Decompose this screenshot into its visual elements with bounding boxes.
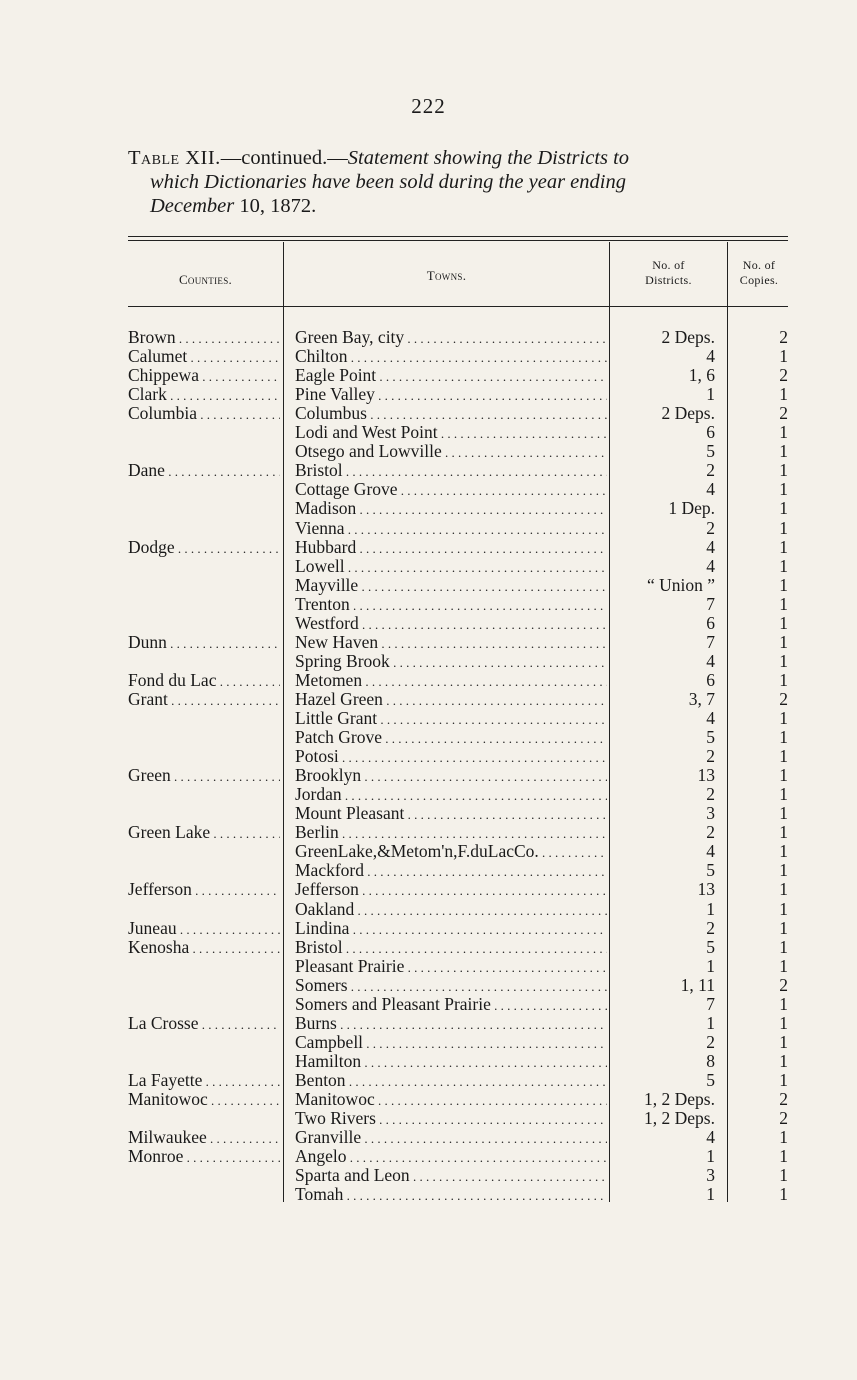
page-number: 222 xyxy=(411,94,446,118)
table-row xyxy=(128,442,790,461)
town-cell: Bristol . . . xyxy=(295,461,607,481)
header-districts xyxy=(610,258,727,288)
town-cell: Pleasant Prairie . . . xyxy=(295,957,607,977)
districts-cell: 2 xyxy=(706,518,715,538)
districts-cell: 13 xyxy=(697,880,715,900)
table-row xyxy=(128,995,790,1014)
header-copies-line-2: Copies. xyxy=(739,273,779,287)
districts-cell: 2 xyxy=(706,918,715,938)
town-cell: Spring Brook . . . xyxy=(295,652,607,672)
town-cell: Benton . . . xyxy=(295,1071,607,1091)
town-cell: Pine Valley . . . xyxy=(295,385,607,405)
table-row xyxy=(128,709,790,728)
districts-cell: “ Union ” xyxy=(646,575,715,595)
table-row xyxy=(128,1185,790,1204)
table-row xyxy=(128,557,790,576)
districts-cell: 2 xyxy=(706,1032,715,1052)
copies-cell: 2 xyxy=(779,404,788,424)
county-cell: Monroe . . . xyxy=(128,1147,280,1167)
copies-cell: 2 xyxy=(779,366,788,386)
town-cell: Patch Grove . . . xyxy=(295,728,607,748)
caption-lead: Table XII. xyxy=(128,147,221,169)
copies-cell: 1 xyxy=(779,461,788,481)
county-cell: Columbia . . . xyxy=(128,404,280,424)
districts-cell: 7 xyxy=(706,594,715,614)
town-cell: Burns . . . xyxy=(295,1014,607,1034)
table-row xyxy=(128,461,790,480)
header-counties: Counties. xyxy=(178,272,233,287)
districts-cell: 4 xyxy=(706,537,715,557)
copies-cell: 1 xyxy=(779,994,788,1014)
town-cell: Somers . . . xyxy=(295,976,607,996)
table-row xyxy=(128,919,790,938)
town-cell: Chilton . . . xyxy=(295,347,607,367)
town-cell: Brooklyn . . . xyxy=(295,766,607,786)
districts-cell: 5 xyxy=(706,1070,715,1090)
copies-cell: 1 xyxy=(779,861,788,881)
town-cell: Hamilton . . . xyxy=(295,1052,607,1072)
town-cell: Metomen . . . xyxy=(295,671,607,691)
table-row xyxy=(128,766,790,785)
table-row xyxy=(128,1014,790,1033)
town-cell: Madison . . . xyxy=(295,499,607,519)
copies-cell: 2 xyxy=(779,328,788,347)
town-cell: Columbus . . . xyxy=(295,404,607,424)
county-cell: Calumet . . . xyxy=(128,347,280,367)
table-row xyxy=(128,347,790,366)
town-cell: New Haven . . . xyxy=(295,633,607,653)
county-cell: Green Lake . . . xyxy=(128,823,280,843)
districts-cell: 3 xyxy=(706,804,715,824)
table-row xyxy=(128,366,790,385)
table-top-rule-2 xyxy=(128,240,788,241)
table-row xyxy=(128,976,790,995)
town-cell: Mackford . . . xyxy=(295,861,607,881)
table-row xyxy=(128,880,790,899)
county-cell: Juneau . . . xyxy=(128,919,280,939)
caption-line-2: which Dictionaries have been sold during the year ending xyxy=(150,171,626,193)
town-cell: Little Grant . . . xyxy=(295,709,607,729)
districts-cell: 1 Dep. xyxy=(668,499,715,519)
copies-cell: 1 xyxy=(779,880,788,900)
copies-cell: 1 xyxy=(779,804,788,824)
town-cell: Sparta and Leon . . . xyxy=(295,1166,607,1186)
table-top-rule xyxy=(128,236,788,237)
copies-cell: 1 xyxy=(779,347,788,367)
county-cell: La Fayette . . . xyxy=(128,1071,280,1091)
districts-cell: 8 xyxy=(706,1051,715,1071)
county-cell: Clark . . . xyxy=(128,385,280,405)
districts-cell: 5 xyxy=(706,728,715,748)
town-cell: Berlin . . . xyxy=(295,823,607,843)
table-row xyxy=(128,614,790,633)
town-cell: Jordan . . . xyxy=(295,785,607,805)
copies-cell: 1 xyxy=(779,594,788,614)
table-row xyxy=(128,728,790,747)
town-cell: Bristol . . . xyxy=(295,938,607,958)
copies-cell: 1 xyxy=(779,728,788,748)
districts-cell: 1 xyxy=(706,1185,715,1205)
county-cell: Dunn . . . xyxy=(128,633,280,653)
town-cell: Jefferson . . . xyxy=(295,880,607,900)
table-row xyxy=(128,633,790,652)
districts-cell: 5 xyxy=(706,442,715,462)
copies-cell: 1 xyxy=(779,1128,788,1148)
copies-cell: 1 xyxy=(779,937,788,957)
districts-cell: 1 xyxy=(706,1147,715,1167)
districts-cell: 4 xyxy=(706,709,715,728)
table-row xyxy=(128,385,790,404)
header-districts-line-2: Districts. xyxy=(645,273,692,287)
town-cell: Cottage Grove . . . xyxy=(295,480,607,500)
copies-cell: 1 xyxy=(779,709,788,728)
town-cell: Potosi . . . xyxy=(295,747,607,767)
copies-cell: 1 xyxy=(779,385,788,405)
table-row xyxy=(128,957,790,976)
table-row xyxy=(128,576,790,595)
town-cell: Vienna . . . xyxy=(295,519,607,539)
table-row xyxy=(128,423,790,442)
table-row xyxy=(128,671,790,690)
copies-cell: 1 xyxy=(779,956,788,976)
districts-cell: 1 xyxy=(706,1013,715,1033)
table-row xyxy=(128,804,790,823)
town-cell: Westford . . . xyxy=(295,614,607,634)
copies-cell: 1 xyxy=(779,423,788,443)
header-copies xyxy=(728,258,790,288)
copies-cell: 1 xyxy=(779,670,788,690)
caption-continued: —continued.— xyxy=(220,147,348,169)
copies-cell: 1 xyxy=(779,1147,788,1167)
districts-cell: 1 xyxy=(706,899,715,919)
county-cell: Chippewa . . . xyxy=(128,366,280,386)
table-row xyxy=(128,1033,790,1052)
districts-cell: 13 xyxy=(697,766,715,786)
header-bottom-rule xyxy=(128,306,788,307)
districts-cell: 4 xyxy=(706,1128,715,1148)
table-row xyxy=(128,1166,790,1185)
table-row xyxy=(128,328,790,347)
table-row xyxy=(128,823,790,842)
table-row xyxy=(128,690,790,709)
table-row xyxy=(128,480,790,499)
town-cell: Manitowoc . . . xyxy=(295,1090,607,1110)
county-cell: Dodge . . . xyxy=(128,538,280,558)
copies-cell: 1 xyxy=(779,899,788,919)
copies-cell: 1 xyxy=(779,785,788,805)
districts-cell: 7 xyxy=(706,994,715,1014)
town-cell: Campbell . . . xyxy=(295,1033,607,1053)
copies-cell: 1 xyxy=(779,766,788,786)
table-row xyxy=(128,519,790,538)
county-cell: La Crosse . . . xyxy=(128,1014,280,1034)
table-row xyxy=(128,1109,790,1128)
town-cell: GreenLake,&Metom'n,F.duLacCo. . . . xyxy=(295,842,607,862)
districts-cell: 6 xyxy=(706,613,715,633)
districts-cell: 5 xyxy=(706,861,715,881)
caption-line-3 xyxy=(128,194,788,218)
districts-cell: 6 xyxy=(706,670,715,690)
table-row xyxy=(128,1052,790,1071)
county-cell: Jefferson . . . xyxy=(128,880,280,900)
table-row xyxy=(128,595,790,614)
copies-cell: 2 xyxy=(779,975,788,995)
header-towns: Towns. xyxy=(426,268,467,283)
town-cell: Somers and Pleasant Prairie . . . xyxy=(295,995,607,1015)
districts-cell: 4 xyxy=(706,842,715,862)
districts-cell: 4 xyxy=(706,651,715,671)
county-cell: Brown . . . xyxy=(128,328,280,348)
districts-cell: 2 xyxy=(706,823,715,843)
districts-cell: 1, 2 Deps. xyxy=(644,1090,715,1109)
table-row xyxy=(128,842,790,861)
districts-cell: 6 xyxy=(706,423,715,443)
county-cell: Milwaukee . . . xyxy=(128,1128,280,1148)
town-cell: Tomah . . . xyxy=(295,1185,607,1205)
caption-date: 10, 1872. xyxy=(234,195,317,217)
districts-cell: 4 xyxy=(706,556,715,576)
districts-cell: 2 xyxy=(706,747,715,767)
header-districts-line-1: No. of xyxy=(652,258,685,272)
table-row xyxy=(128,900,790,919)
districts-cell: 1, 2 Deps. xyxy=(644,1109,715,1129)
town-cell: Trenton . . . xyxy=(295,595,607,615)
copies-cell: 1 xyxy=(779,842,788,862)
table-row xyxy=(128,1090,790,1109)
copies-cell: 1 xyxy=(779,499,788,519)
districts-cell: 5 xyxy=(706,937,715,957)
table-row xyxy=(128,938,790,957)
copies-cell: 1 xyxy=(779,918,788,938)
county-cell: Manitowoc . . . xyxy=(128,1090,280,1110)
districts-cell: 2 Deps. xyxy=(661,328,715,347)
table-row xyxy=(128,861,790,880)
table-row xyxy=(128,538,790,557)
county-cell: Grant . . . xyxy=(128,690,280,710)
districts-cell: 1 xyxy=(706,385,715,405)
districts-cell: 4 xyxy=(706,480,715,500)
copies-cell: 1 xyxy=(779,747,788,767)
header-copies-line-1: No. of xyxy=(742,258,776,272)
copies-cell: 1 xyxy=(779,1051,788,1071)
table-row xyxy=(128,499,790,518)
copies-cell: 2 xyxy=(779,689,788,709)
copies-cell: 1 xyxy=(779,575,788,595)
copies-cell: 1 xyxy=(779,480,788,500)
table-row xyxy=(128,652,790,671)
county-cell: Fond du Lac . . . xyxy=(128,671,280,691)
town-cell: Lodi and West Point . . . xyxy=(295,423,607,443)
districts-cell: 1 xyxy=(706,956,715,976)
districts-cell: 4 xyxy=(706,347,715,367)
copies-cell: 1 xyxy=(779,1070,788,1090)
copies-cell: 1 xyxy=(779,1166,788,1186)
districts-cell: 3 xyxy=(706,1166,715,1186)
county-cell: Dane . . . xyxy=(128,461,280,481)
table-row xyxy=(128,1128,790,1147)
copies-cell: 1 xyxy=(779,1185,788,1205)
copies-cell: 1 xyxy=(779,556,788,576)
town-cell: Eagle Point . . . xyxy=(295,366,607,386)
town-cell: Two Rivers . . . xyxy=(295,1109,607,1129)
town-cell: Hubbard . . . xyxy=(295,538,607,558)
districts-cell: 7 xyxy=(706,632,715,652)
copies-cell: 1 xyxy=(779,613,788,633)
copies-cell: 1 xyxy=(779,823,788,843)
caption-italic-1: Statement showing the Districts to xyxy=(347,147,630,169)
town-cell: Lindina . . . xyxy=(295,919,607,939)
town-cell: Otsego and Lowville . . . xyxy=(295,442,607,462)
copies-cell: 1 xyxy=(779,632,788,652)
town-cell: Lowell . . . xyxy=(295,557,607,577)
copies-cell: 1 xyxy=(779,442,788,462)
copies-cell: 1 xyxy=(779,537,788,557)
copies-cell: 1 xyxy=(779,518,788,538)
districts-cell: 1, 11 xyxy=(680,975,715,995)
districts-cell: 1, 6 xyxy=(688,366,715,386)
districts-cell: 3, 7 xyxy=(688,689,715,709)
caption-line-1 xyxy=(128,146,788,170)
town-cell: Mayville . . . xyxy=(295,576,607,596)
copies-cell: 2 xyxy=(779,1109,788,1129)
town-cell: Hazel Green . . . xyxy=(295,690,607,710)
districts-cell: 2 xyxy=(706,461,715,481)
caption-italic-3: December xyxy=(150,195,235,217)
town-cell: Oakland . . . xyxy=(295,900,607,920)
districts-cell: 2 Deps. xyxy=(661,404,715,424)
town-cell: Mount Pleasant . . . xyxy=(295,804,607,824)
table-row xyxy=(128,1071,790,1090)
copies-cell: 2 xyxy=(779,1090,788,1109)
table-row xyxy=(128,785,790,804)
county-cell: Kenosha . . . xyxy=(128,938,280,958)
town-cell: Granville . . . xyxy=(295,1128,607,1148)
copies-cell: 1 xyxy=(779,651,788,671)
table-row xyxy=(128,404,790,423)
town-cell: Angelo . . . xyxy=(295,1147,607,1167)
table-caption xyxy=(128,146,788,218)
copies-cell: 1 xyxy=(779,1032,788,1052)
town-cell: Green Bay, city . . . xyxy=(295,328,607,348)
table-row xyxy=(128,747,790,766)
copies-cell: 1 xyxy=(779,1013,788,1033)
table-row xyxy=(128,1147,790,1166)
county-cell: Green . . . xyxy=(128,766,280,786)
districts-cell: 2 xyxy=(706,785,715,805)
